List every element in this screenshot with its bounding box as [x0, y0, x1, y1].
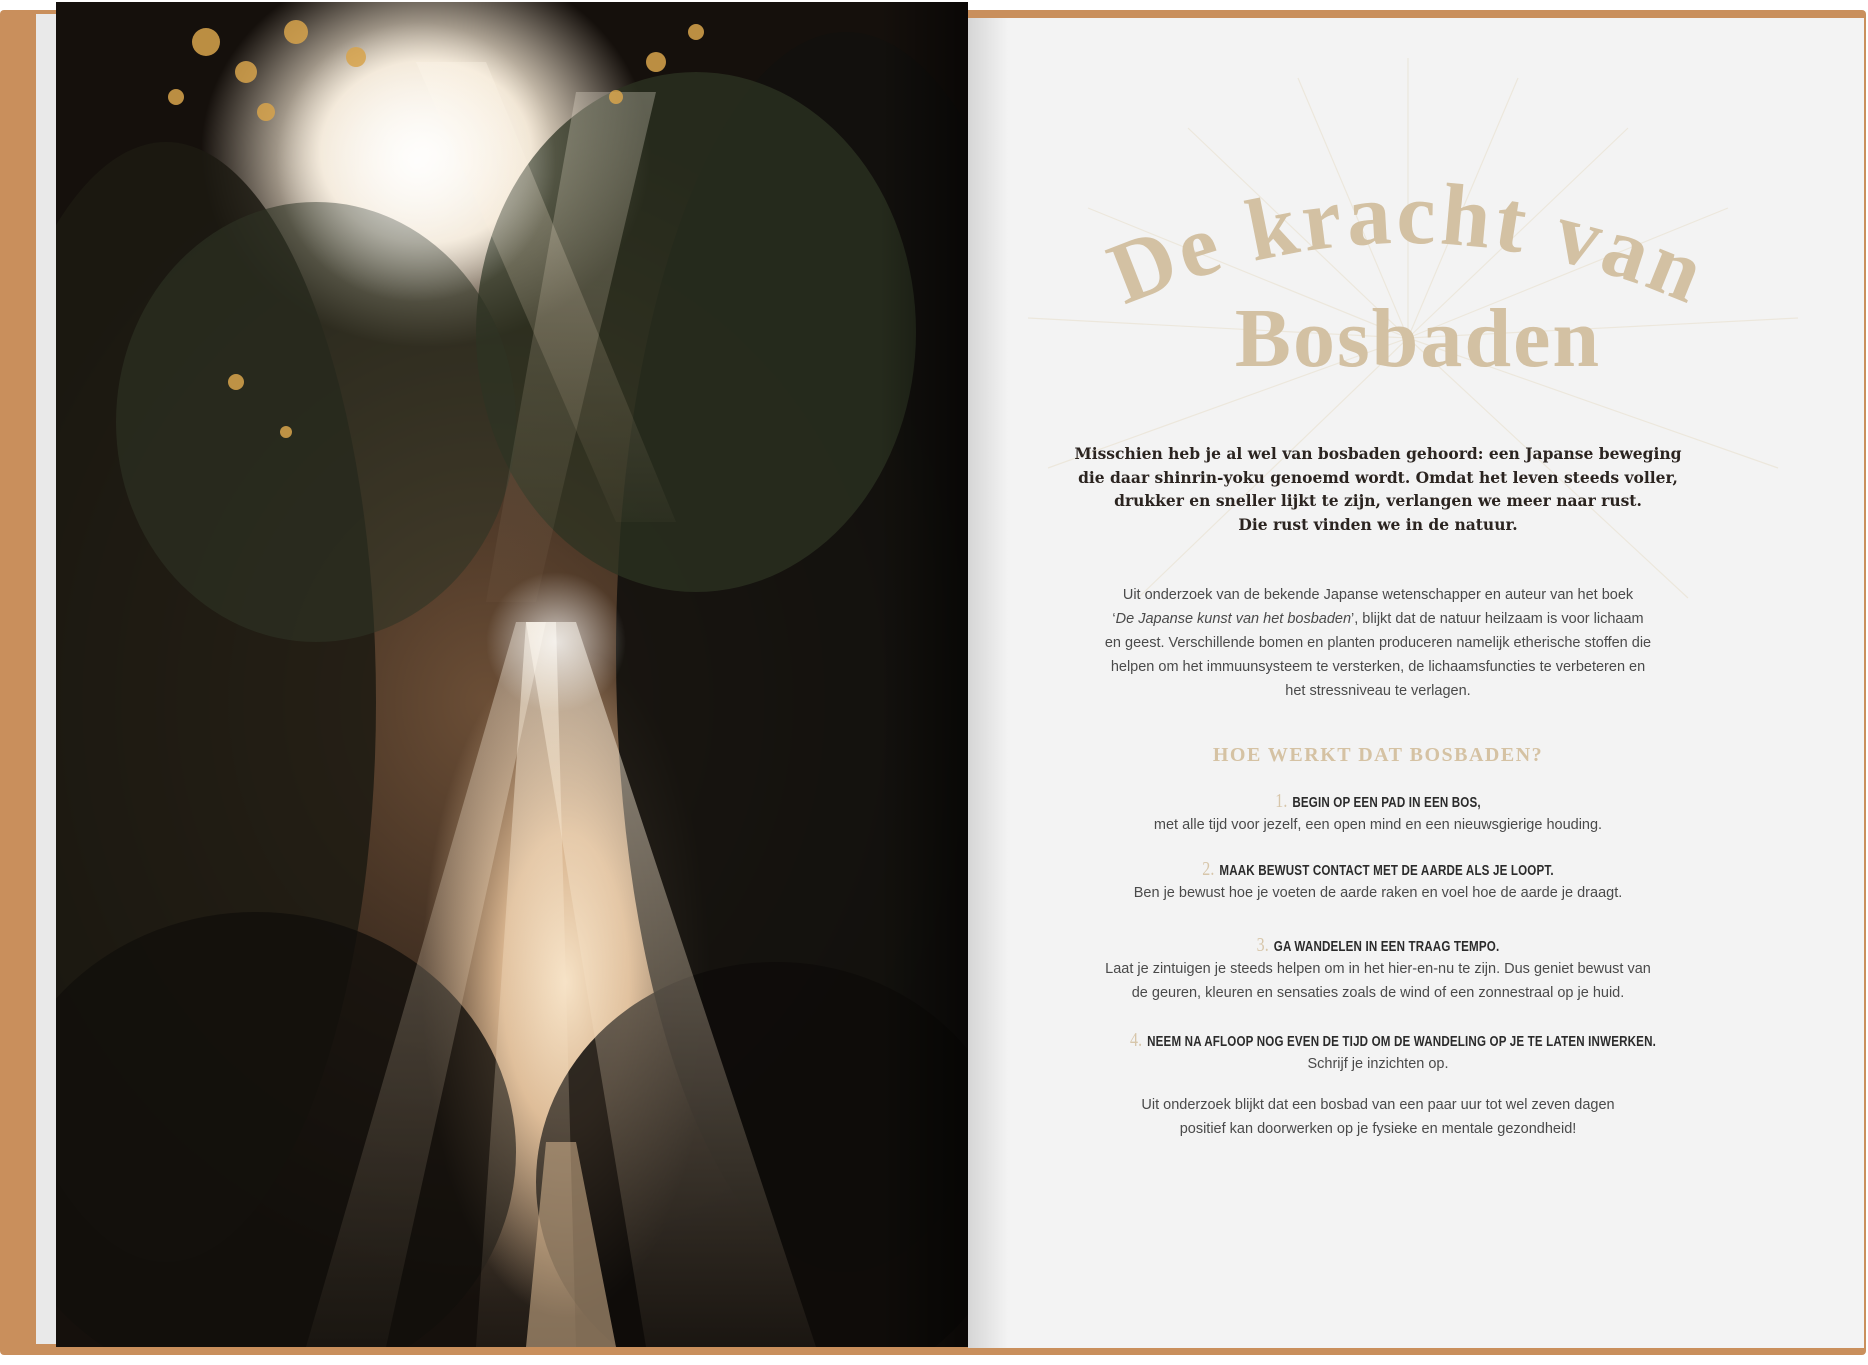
- paragraph-line: ‘De Japanse kunst van het bosbaden’, blijkt dat de natuur heilzaam is voor lichaam: [1112, 611, 1644, 627]
- step-number: 2.: [1202, 858, 1215, 880]
- intro-line: die daar shinrin-yoku genoemd wordt. Omdat het leven steeds voller,: [1078, 467, 1678, 487]
- closing-line: positief kan doorwerken op je fysieke en mentale gezondheid!: [1179, 1121, 1577, 1137]
- title-line-1: De kracht van: [1096, 168, 1721, 324]
- page-title: [1038, 168, 1798, 408]
- paragraph-line: helpen om het immuunsysteem te versterken, de lichaamsfuncties te verbeteren en: [1110, 659, 1646, 675]
- closing-line: Uit onderzoek blijkt dat een bosbad van een paar uur tot wel zeven dagen: [1141, 1097, 1615, 1113]
- intro-line: drukker en sneller lijkt te zijn, verlangen we meer naar rust.: [1114, 491, 1642, 510]
- step-heading: 4. NEEM NA AFLOOP NOG EVEN DE TIJD OM DE WANDELING OP JE TE LATEN INWERKEN.: [1130, 1029, 1656, 1051]
- paragraph-line: het stressniveau te verlagen.: [1285, 683, 1471, 699]
- step-number: 3.: [1256, 934, 1269, 956]
- research-paragraph: [1068, 583, 1688, 703]
- step-item: [1068, 790, 1688, 837]
- step-body: met alle tijd voor jezelf, een open mind en een nieuwsgierige houding.: [1153, 817, 1603, 833]
- intro-line: Die rust vinden we in de natuur.: [1238, 514, 1518, 534]
- closing-paragraph: [1068, 1093, 1688, 1141]
- step-heading: 1. BEGIN OP EEN PAD IN EEN BOS,: [1275, 790, 1481, 812]
- spine-shadow: [880, 2, 968, 1347]
- step-number: 1.: [1275, 790, 1288, 812]
- step-number: 4.: [1130, 1029, 1143, 1051]
- paragraph-line: en geest. Verschillende bomen en planten produceren namelijk etherische stoffen die: [1104, 635, 1652, 651]
- step-body: Ben je bewust hoe je voeten de aarde raken en voel hoe de aarde je draagt.: [1133, 885, 1623, 901]
- intro-paragraph: [1068, 442, 1688, 536]
- step-body: Laat je zintuigen je steeds helpen om in het hier-en-nu te zijn. Dus geniet bewust van: [1105, 961, 1651, 977]
- paragraph-line: Uit onderzoek van de bekende Japanse wetenschapper en auteur van het boek: [1122, 587, 1634, 603]
- step-item: [1068, 1029, 1688, 1076]
- step-body: Schrijf je inzichten op.: [1307, 1056, 1449, 1072]
- book-title: De Japanse kunst van het bosbaden: [1115, 611, 1352, 627]
- forest-illustration: [56, 2, 968, 1347]
- step-heading: 2. MAAK BEWUST CONTACT MET DE AARDE ALS JE LOOPT.: [1202, 858, 1554, 880]
- right-page: [968, 18, 1864, 1348]
- step-item: [1068, 934, 1688, 1005]
- step-item: [1068, 858, 1688, 905]
- section-heading: HOE WERKT DAT BOSBADEN?: [1212, 744, 1544, 766]
- step-heading: 3. GA WANDELEN IN EEN TRAAG TEMPO.: [1256, 934, 1500, 956]
- intro-line: Misschien heb je al wel van bosbaden gehoord: een Japanse beweging: [1074, 444, 1682, 463]
- step-body: de geuren, kleuren en sensaties zoals de wind of een zonnestraal op je huid.: [1131, 985, 1625, 1001]
- forest-photo: [56, 2, 968, 1347]
- title-line-2: Bosbaden: [1234, 292, 1602, 385]
